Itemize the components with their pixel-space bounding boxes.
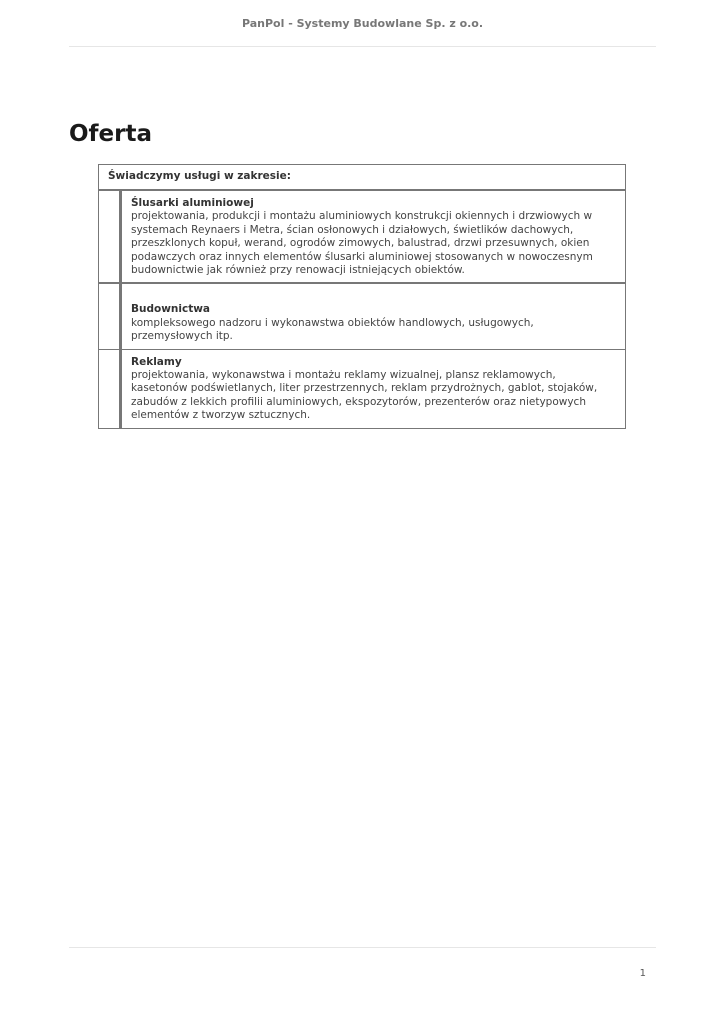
table-row — [99, 349, 626, 428]
table-row — [99, 190, 626, 283]
service-name: Reklamy — [131, 355, 182, 368]
table-row — [99, 283, 626, 349]
services-heading: Świadczymy usługi w zakresie: — [99, 165, 626, 191]
service-cell — [121, 283, 626, 349]
row-marker — [99, 190, 121, 283]
service-description: projektowania, wykonawstwa i montażu reklamy wizualnej, plansz reklamowych, kasetonów podświetlanych, liter przestrzennych, reklam przydrożnych, gablot, stojaków, zabudów z lekkich profilii aluminiowych, ekspozytorów, prezenterów oraz nietypowych elementów z tworzyw sztucznych. — [131, 369, 598, 422]
service-cell — [121, 190, 626, 283]
services-table — [98, 164, 626, 429]
service-description: kompleksowego nadzoru i wykonawstwa obiektów handlowych, usługowych, przemysłowych itp. — [131, 316, 534, 343]
service-name: Ślusarki aluminiowej — [131, 197, 254, 209]
service-description: projektowania, produkcji i montażu aluminiowych konstrukcji okiennych i drzwiowych w systemach Reynaers i Metra, ścian osłonowych i działowych, świetlików dachowych, przeszklonych kopuł, werand, ogrodów zimowych, balustrad, drzwi przesuwnych, okien podawczych oraz innych elementów ślusarki aluminiowej stosowanych w nowoczesnym budownictwie jak również przy renowacji istniejących obiektów. — [131, 210, 593, 277]
row-marker — [99, 349, 121, 428]
page-title: Oferta — [69, 121, 153, 147]
header-divider — [69, 46, 656, 47]
page-header-company: PanPol - Systemy Budowlane Sp. z o.o. — [241, 17, 484, 30]
row-marker — [99, 283, 121, 349]
page-number: 1 — [639, 968, 646, 979]
service-name: Budownictwa — [131, 303, 211, 316]
cell-spacer — [131, 290, 615, 303]
services-header-row — [99, 165, 626, 191]
footer-divider — [69, 947, 656, 948]
service-cell — [121, 349, 626, 428]
